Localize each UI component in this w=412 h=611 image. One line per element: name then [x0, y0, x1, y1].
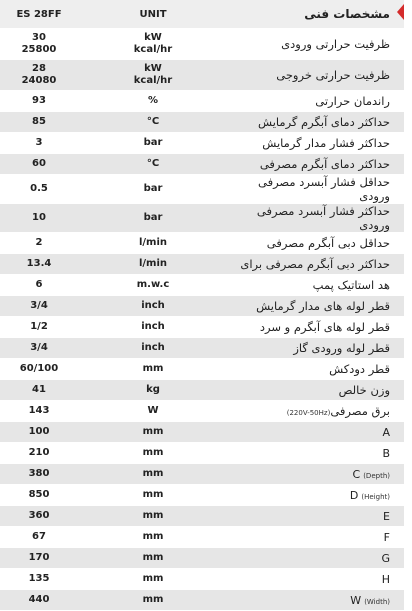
spec-description: [228, 359, 404, 380]
spec-description-text: قطر لوله ورودی گاز: [293, 341, 390, 355]
spec-unit-line: kcal/hr: [133, 44, 173, 55]
spec-value: [0, 590, 78, 611]
spec-unit: [78, 91, 228, 112]
spec-unit-line: mm: [142, 447, 164, 458]
spec-unit-line: l/min: [138, 237, 168, 248]
spec-value: [0, 233, 78, 254]
spec-note: (Depth): [363, 472, 390, 480]
spec-value: [0, 317, 78, 338]
spec-description-text: راندمان حرارتی: [315, 94, 390, 108]
unit-header: UNIT: [78, 0, 228, 29]
spec-value-line: 93: [32, 95, 46, 106]
table-row: [0, 527, 404, 548]
spec-value: [0, 29, 78, 60]
spec-unit: [78, 112, 228, 133]
table-row: [0, 317, 404, 338]
spec-description-text: ظرفیت حرارتی ورودی: [281, 37, 390, 51]
spec-unit: [78, 359, 228, 380]
spec-description-text: برق مصرفی: [330, 404, 390, 418]
spec-value: [0, 112, 78, 133]
table-row: [0, 338, 404, 359]
spec-unit: [78, 29, 228, 60]
spec-value: [0, 359, 78, 380]
spec-unit-line: bar: [143, 212, 163, 223]
spec-value: [0, 527, 78, 548]
table-row: [0, 154, 404, 175]
spec-unit: [78, 338, 228, 359]
spec-unit-line: kW: [144, 63, 162, 74]
table-title: [228, 0, 404, 29]
spec-description: [228, 233, 404, 254]
spec-value: [0, 275, 78, 296]
spec-value-line: 1/2: [30, 321, 48, 332]
spec-unit: [78, 60, 228, 91]
model-header: ES 28FF: [0, 0, 78, 29]
spec-unit-line: mm: [142, 363, 164, 374]
spec-unit-line: °C: [146, 158, 160, 169]
spec-value: [0, 422, 78, 443]
spec-value-line: 2: [35, 237, 43, 248]
table-row: [0, 401, 404, 422]
spec-description-text: D: [349, 489, 359, 502]
spec-description: [228, 154, 404, 175]
spec-value: [0, 338, 78, 359]
table-row: [0, 254, 404, 275]
spec-value-line: 3/4: [30, 342, 48, 353]
spec-description-text: حداکثر فشار مدار گرمایش: [262, 136, 390, 150]
table-row: [0, 29, 404, 60]
spec-value: [0, 175, 78, 204]
spec-value-line: 210: [28, 447, 50, 458]
spec-description: [228, 275, 404, 296]
spec-value-line: 85: [32, 116, 46, 127]
spec-unit-line: W: [147, 405, 159, 416]
table-row: [0, 359, 404, 380]
spec-description: [228, 443, 404, 464]
spec-description-text: حداکثر دمای آبگرم گرمایش: [258, 115, 390, 129]
spec-unit-line: °C: [146, 116, 160, 127]
title-marker-icon: [397, 4, 404, 20]
spec-unit: [78, 485, 228, 506]
spec-unit-line: %: [147, 95, 159, 106]
spec-description: [228, 422, 404, 443]
spec-description-text: حداکثر فشار آبسرد مصرفی ورودی: [256, 204, 390, 232]
spec-unit: [78, 506, 228, 527]
spec-description-text: قطر لوله های مدار گرمایش: [256, 299, 390, 313]
spec-value-line: 440: [28, 594, 50, 605]
spec-unit: [78, 154, 228, 175]
spec-description: [228, 91, 404, 112]
spec-unit: [78, 254, 228, 275]
spec-description-text: وزن خالص: [338, 383, 390, 397]
spec-value-line: 60: [32, 158, 46, 169]
spec-value: [0, 60, 78, 91]
spec-value: [0, 401, 78, 422]
spec-value-line: 6: [35, 279, 43, 290]
table-row: [0, 569, 404, 590]
spec-description-text: W: [350, 594, 362, 607]
spec-value: [0, 133, 78, 154]
spec-unit-line: mm: [142, 489, 164, 500]
spec-description: [228, 29, 404, 60]
spec-description-text: H: [381, 573, 390, 586]
spec-description: [228, 338, 404, 359]
spec-value: [0, 204, 78, 233]
spec-description-text: قطر دودکش: [329, 362, 390, 376]
table-row: [0, 464, 404, 485]
spec-unit: [78, 133, 228, 154]
table-row: [0, 60, 404, 91]
spec-description-text: G: [381, 552, 390, 565]
spec-description: [228, 60, 404, 91]
table-row: [0, 133, 404, 154]
spec-unit: [78, 527, 228, 548]
spec-description: [228, 485, 404, 506]
spec-value-line: 0.5: [30, 183, 48, 194]
spec-description: [228, 401, 404, 422]
table-row: [0, 548, 404, 569]
spec-unit-line: mm: [142, 426, 164, 437]
spec-unit-line: inch: [141, 300, 165, 311]
spec-description: [228, 175, 404, 204]
spec-value: [0, 506, 78, 527]
spec-value-line: 25800: [21, 44, 57, 55]
spec-note: (Width): [364, 598, 390, 606]
spec-description: [228, 254, 404, 275]
spec-value-line: 41: [32, 384, 46, 395]
spec-unit-line: kcal/hr: [133, 75, 173, 86]
spec-description-text: حداکثر دمای آبگرم مصرفی: [259, 157, 390, 171]
spec-unit-line: m.w.c: [136, 279, 170, 290]
spec-description: [228, 380, 404, 401]
table-row: [0, 275, 404, 296]
spec-unit: [78, 275, 228, 296]
spec-value-line: 10: [32, 212, 46, 223]
spec-value-line: 143: [28, 405, 50, 416]
spec-description: [228, 464, 404, 485]
table-row: [0, 204, 404, 233]
spec-unit: [78, 464, 228, 485]
spec-value: [0, 464, 78, 485]
spec-unit: [78, 204, 228, 233]
spec-unit-line: mm: [142, 510, 164, 521]
spec-description-text: حداقل دبی آبگرم مصرفی: [266, 236, 390, 250]
spec-note: (Height): [361, 493, 390, 501]
spec-unit: [78, 443, 228, 464]
spec-unit: [78, 569, 228, 590]
spec-value: [0, 91, 78, 112]
spec-value-line: 135: [28, 573, 50, 584]
spec-value: [0, 154, 78, 175]
spec-unit-line: mm: [142, 531, 164, 542]
spec-description: [228, 569, 404, 590]
spec-value-line: 3: [35, 137, 43, 148]
spec-value: [0, 296, 78, 317]
spec-description-text: حداکثر دبی آبگرم مصرفی برای: [240, 257, 390, 271]
spec-unit-line: mm: [142, 552, 164, 563]
spec-description-text: C: [352, 468, 361, 481]
spec-value: [0, 485, 78, 506]
spec-value: [0, 254, 78, 275]
spec-value-line: 13.4: [26, 258, 52, 269]
spec-description: [228, 527, 404, 548]
spec-unit-line: mm: [142, 468, 164, 479]
spec-unit-line: mm: [142, 573, 164, 584]
spec-value-line: 380: [28, 468, 50, 479]
table-row: [0, 590, 404, 611]
spec-unit-line: inch: [141, 342, 165, 353]
spec-unit-line: kW: [144, 32, 162, 43]
spec-description-text: ظرفیت حرارتی خروجی: [276, 68, 390, 82]
spec-unit-line: l/min: [138, 258, 168, 269]
spec-description: [228, 548, 404, 569]
spec-value-line: 30: [32, 32, 46, 43]
spec-value-line: 28: [32, 63, 46, 74]
table-row: [0, 91, 404, 112]
spec-value-line: 100: [28, 426, 50, 437]
spec-description-text: حداقل فشار آبسرد مصرفی ورودی: [257, 175, 390, 203]
table-row: [0, 422, 404, 443]
spec-description: [228, 590, 404, 611]
spec-value: [0, 569, 78, 590]
spec-unit: [78, 422, 228, 443]
spec-unit: [78, 296, 228, 317]
spec-unit: [78, 590, 228, 611]
spec-description-text: B: [382, 447, 390, 460]
table-title-text: مشخصات فنی: [304, 7, 390, 21]
spec-unit: [78, 233, 228, 254]
table-row: [0, 112, 404, 133]
spec-unit: [78, 175, 228, 204]
table-row: [0, 175, 404, 204]
table-row: [0, 443, 404, 464]
spec-value-line: 360: [28, 510, 50, 521]
spec-value-line: 67: [32, 531, 46, 542]
spec-value-line: 170: [28, 552, 50, 563]
spec-note: (220V-50Hz): [286, 409, 331, 417]
spec-unit-line: bar: [143, 183, 163, 194]
spec-description-text: F: [383, 531, 390, 544]
spec-value: [0, 548, 78, 569]
spec-value-line: 3/4: [30, 300, 48, 311]
spec-description-text: A: [382, 426, 390, 439]
spec-unit-line: bar: [143, 137, 163, 148]
table-row: [0, 233, 404, 254]
spec-unit-line: kg: [146, 384, 160, 395]
spec-description: [228, 506, 404, 527]
spec-description: [228, 296, 404, 317]
spec-description-text: هد استاتیک پمپ: [312, 278, 390, 292]
table-row: [0, 296, 404, 317]
spec-unit: [78, 401, 228, 422]
table-row: [0, 506, 404, 527]
spec-value-line: 24080: [21, 75, 57, 86]
spec-description-text: E: [383, 510, 390, 523]
spec-description: [228, 112, 404, 133]
spec-unit: [78, 317, 228, 338]
spec-value: [0, 380, 78, 401]
table-row: [0, 380, 404, 401]
spec-unit: [78, 548, 228, 569]
spec-value-line: 850: [28, 489, 50, 500]
table-row: [0, 485, 404, 506]
spec-unit-line: inch: [141, 321, 165, 332]
spec-description: [228, 133, 404, 154]
spec-value: [0, 443, 78, 464]
table-header-row: [0, 0, 404, 29]
spec-unit-line: mm: [142, 594, 164, 605]
spec-value-line: 60/100: [19, 363, 59, 374]
spec-description: [228, 317, 404, 338]
spec-description-text: قطر لوله های آبگرم و سرد: [259, 320, 390, 334]
spec-description: [228, 204, 404, 233]
spec-unit: [78, 380, 228, 401]
